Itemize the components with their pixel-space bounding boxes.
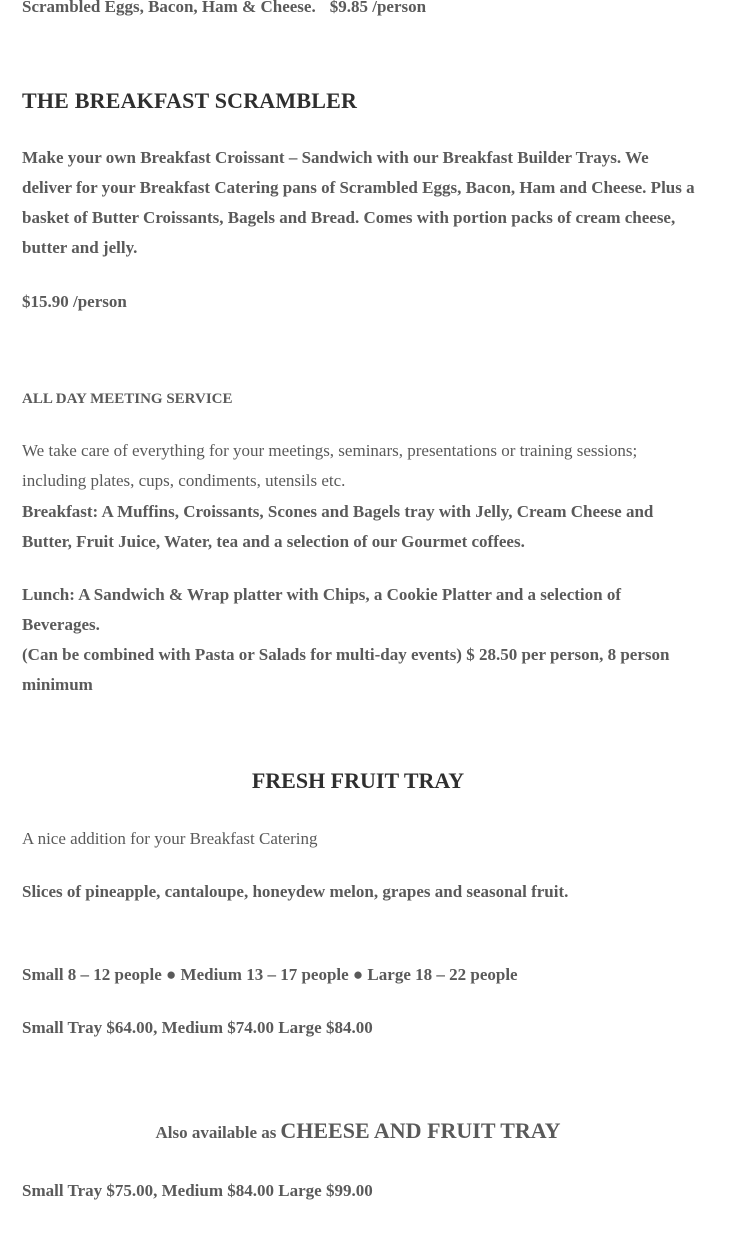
cheese-fruit-tray-title: CHEESE AND FRUIT TRAY [280, 1118, 561, 1143]
breakfast-scrambler-price: $15.90 /person [22, 292, 127, 311]
scrambled-eggs-line [22, 0, 426, 22]
fresh-fruit-tray-title: FRESH FRUIT TRAY [251, 768, 465, 793]
scrambled-eggs-text: Scrambled Eggs, Bacon, Ham & Cheese. [22, 0, 316, 16]
meeting-service-title: ALL DAY MEETING SERVICE [22, 391, 233, 407]
meeting-breakfast-description: Breakfast: A Muffins, Croissants, Scones and Bagels tray with Jelly, Cream Cheese and Butter, Fruit Juice, Water, tea and a selection of our Gourmet coffees. [22, 502, 654, 551]
breakfast-scrambler-description: Make your own Breakfast Croissant – Sandwich with our Breakfast Builder Trays. We deliver for your Breakfast Catering pans of Scrambled Eggs, Bacon, Ham and Cheese. Plus a basket of Butter Croissants, Bagels and Bread. Comes with portion packs of cream cheese, butter and jelly. [22, 148, 695, 257]
cheese-fruit-tray-heading [22, 1118, 694, 1144]
scrambled-eggs-price: $9.85 /person [329, 0, 427, 16]
also-available-prefix: Also available as [155, 1123, 277, 1142]
fresh-fruit-tray-subtitle: A nice addition for your Breakfast Catering [22, 829, 318, 848]
cheese-fruit-tray-prices: Small Tray $75.00, Medium $84.00 Large $99.00 [22, 1181, 373, 1200]
meeting-lunch-description: Lunch: A Sandwich & Wrap platter with Chips, a Cookie Platter and a selection of Beverages. [22, 585, 621, 634]
meeting-service-intro: We take care of everything for your meetings, seminars, presentations or training sessions; including plates, cups, condiments, utensils etc. [22, 441, 638, 490]
fresh-fruit-tray-sizes: Small 8 – 12 people ● Medium 13 – 17 people ● Large 18 – 22 people [22, 965, 518, 984]
fresh-fruit-tray-description: Slices of pineapple, cantaloupe, honeydew melon, grapes and seasonal fruit. [22, 882, 569, 901]
fresh-fruit-tray-prices: Small Tray $64.00, Medium $74.00 Large $84.00 [22, 1018, 373, 1037]
meeting-combined-pricing: (Can be combined with Pasta or Salads for multi-day events) $ 28.50 per person, 8 person minimum [22, 645, 670, 694]
breakfast-scrambler-title: THE BREAKFAST SCRAMBLER [22, 88, 358, 113]
